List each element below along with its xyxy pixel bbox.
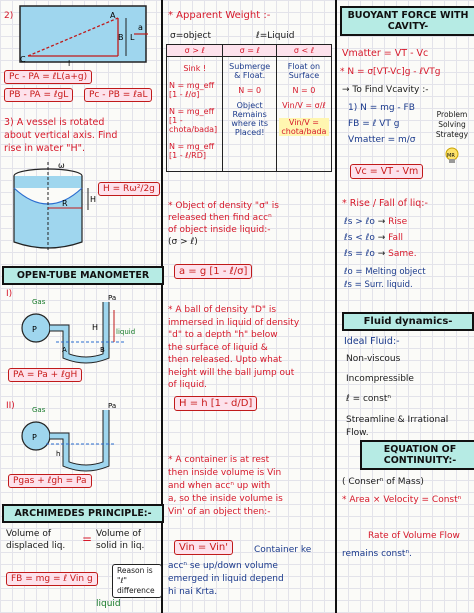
container-tail-lines (168, 560, 332, 599)
remains-label: Object Remains where its Placed! (231, 101, 268, 137)
question-number: 2) (4, 11, 14, 21)
archimedes-text: solid in liq. (96, 541, 145, 551)
ideal-item-text: Streamline & Irrational Flow. (346, 415, 449, 438)
label-a: A (110, 11, 116, 20)
tail-line: emerged in liquid depend (168, 574, 284, 584)
height-h-label: H (92, 323, 99, 332)
reason-note: Reason is "ℓ" difference (112, 564, 162, 598)
rise-lhs: ℓs < ℓo (344, 233, 375, 243)
container-problem (168, 454, 332, 519)
rise-lhs: ℓs = ℓo (344, 249, 375, 259)
problem-line: and when accⁿ up with (168, 481, 271, 491)
problem-line: * Object of density "σ" is (168, 201, 279, 211)
float-label: Float on Surface (287, 62, 321, 80)
submerge-label: Submerge & Float. (229, 62, 271, 80)
buoyant-force-formula: FB = mg = ℓ Vin g (6, 572, 98, 586)
rise-rhs: Fall (388, 233, 404, 243)
mr-label: MR (447, 153, 455, 159)
archimedes-text: Volume of (6, 529, 52, 539)
manometer-one-number: I) (6, 289, 13, 299)
rise-fall-title: * Rise / Fall of liq:- (342, 198, 428, 209)
left-column (0, 0, 160, 613)
pressure-p-label: P (32, 433, 37, 442)
omega-symbol: ω (58, 161, 65, 170)
section-archimedes: ARCHIMEDES PRINCIPLE:- (2, 504, 164, 523)
continuity-equation: * Area × Velocity = Constⁿ (342, 495, 462, 505)
note-line: ℓo = Melting object (344, 267, 426, 277)
table-header-less: σ < ℓ (276, 45, 331, 57)
sink-label: Sink ! (183, 64, 207, 73)
ideal-fluid-title: Ideal Fluid:- (344, 336, 400, 347)
ideal-item (346, 374, 414, 384)
normal-force-cavity: * N = σ[VT-Vc]g - ℓVTg (340, 67, 441, 77)
jump-height-formula: H = h [1 - d/D] (174, 396, 257, 411)
section-continuity: EQUATION OF CONTINUITY:- (360, 440, 474, 470)
note-line: ℓs = Surr. liquid. (344, 280, 413, 290)
equals-sign: = (82, 532, 93, 546)
equation-pb-pa: PB - PA = ℓgL (4, 88, 73, 102)
tail-line: hi nai Krta. (168, 587, 218, 597)
manometer-two-number: II) (6, 401, 15, 411)
label-accel: a (138, 23, 143, 32)
table-header-greater: σ > ℓ (167, 45, 223, 57)
atm-pressure-label: Pa (108, 402, 117, 410)
vmatter-equation: Vmatter = VT - Vc (342, 48, 429, 59)
radius-label: R (62, 199, 68, 208)
rho-definition: ℓ=Liquid (256, 31, 295, 41)
point-a-label: A (62, 346, 67, 354)
section-buoyant-cavity: BUOYANT FORCE WITH CAVITY- (340, 6, 474, 36)
normal-force-formula-3: N = mg_eff [1 - ℓ/RD] (169, 142, 215, 160)
vcavity-formula: Vc = VT - Vm (350, 164, 423, 179)
remains-const-note: remains constⁿ. (342, 549, 412, 559)
atm-pressure-label: Pa (108, 294, 117, 302)
step-line: 1) N = mg - FB (348, 103, 415, 113)
height-h-label: h (56, 450, 61, 458)
label-c: C (20, 55, 26, 64)
rise-row: ℓs = ℓo → Same. (344, 249, 417, 259)
problem-line: height will the ball jump out (168, 367, 295, 378)
rise-notes (344, 266, 426, 292)
step-line: Vmatter = m/σ (348, 135, 416, 145)
problem-line: "d" to a depth "h" below (168, 330, 278, 340)
section-fluid-dynamics: Fluid dynamics- (342, 312, 474, 331)
ideal-item (346, 354, 400, 364)
problem-line: then released. Upto what (168, 355, 282, 365)
rise-row: ℓs < ℓo → Fall (344, 233, 404, 243)
rise-rhs: Rise (388, 217, 408, 227)
accelerating-tank-diagram (18, 4, 150, 68)
apparent-weight-title: * Apparent Weight :- (168, 10, 271, 21)
rise-label: H (90, 195, 97, 204)
archimedes-text: displaced liq. (6, 541, 66, 551)
manometer-one-diagram (16, 292, 146, 364)
problem-line: (σ > ℓ) (168, 237, 198, 247)
manometer-two-equation: Pgas + ℓgh = Pa (8, 474, 92, 488)
ideal-item-text: Incompressible (346, 374, 414, 384)
normal-zero-mid: N = 0 (238, 86, 262, 95)
ideal-item-text: Non-viscous (346, 354, 401, 364)
section-manometer: OPEN-TUBE MANOMETER (2, 266, 164, 285)
archimedes-text: Volume of (96, 529, 142, 539)
equation-pc-pb: Pc - PB = ℓaL (84, 88, 152, 102)
ideal-item (346, 394, 391, 404)
right-column (338, 0, 474, 613)
middle-column (164, 0, 334, 613)
normal-force-formula-2: N = mg_eff [1 - chota/bada] (169, 107, 218, 134)
to-find-cavity: → To Find Vcavity :- (342, 85, 429, 95)
ideal-item (346, 414, 470, 440)
problem-line: * A ball of density "D" is (168, 305, 277, 315)
label-b: B (118, 33, 124, 42)
q3-line: rise in water "H". (4, 143, 86, 154)
sigma-definition: σ=object (170, 31, 211, 41)
point-b-label: B (100, 346, 105, 354)
rise-fall-rows (344, 214, 417, 262)
rotation-height-formula: H = Rω²/2g (98, 182, 160, 196)
column-divider-right (335, 0, 337, 613)
tail-line: accⁿ se up/down volume (168, 561, 278, 571)
q3-line: about vertical axis. Find (4, 130, 118, 141)
question-three (4, 116, 158, 155)
lightbulb-icon (442, 146, 462, 166)
problem-line: immersed in liquid of density (168, 317, 300, 328)
normal-force-formula-1: N = mg_eff [1 - ℓ/σ] (169, 81, 215, 99)
rise-rhs: Same. (388, 249, 417, 259)
cavity-steps (348, 100, 416, 148)
container-tail-text: Container ke (254, 545, 312, 555)
acceleration-formula: a = g [1 - ℓ/σ] (174, 264, 252, 279)
pressure-p-label: P (32, 325, 37, 334)
label-big-l: L (130, 33, 135, 42)
liquid-note: liquid (96, 599, 121, 609)
conservation-note: ( Conserⁿ of Mass) (342, 477, 424, 487)
volume-ratio-chota-bada: Vin/V = chota/bada (279, 118, 329, 136)
gas-label: Gas (32, 406, 46, 414)
strategy-note: Problem Solving Strategy (435, 110, 469, 139)
problem-line: of liquid. (168, 380, 208, 390)
rise-row: ℓs > ℓo → Rise (344, 217, 408, 227)
problem-line: Vin' of an object then:- (168, 507, 271, 517)
liquid-label: liquid (116, 328, 136, 336)
equation-pc-pa: Pc - PA = ℓL(a+g) (4, 70, 92, 84)
problem-line: then inside volume is Vin (168, 468, 282, 478)
volume-ratio-formula: Vin/V = σ/ℓ (282, 101, 326, 110)
ball-density-problem (168, 304, 332, 392)
problem-line: the surface of liquid & (168, 342, 268, 353)
rate-note: Rate of Volume Flow (368, 531, 460, 541)
rise-lhs: ℓs > ℓo (344, 217, 375, 227)
manometer-one-equation: PA = Pa + ℓgH (8, 368, 82, 382)
archimedes-left-text (6, 528, 65, 552)
problem-line: * A container is at rest (168, 455, 270, 465)
apparent-weight-table (166, 44, 332, 172)
problem-line: released then find accⁿ (168, 213, 272, 223)
ideal-item-text: ℓ = constⁿ (346, 394, 391, 404)
normal-zero-right: N = 0 (292, 86, 316, 95)
problem-line: of object inside liquid:- (168, 225, 271, 235)
archimedes-right-text (96, 528, 144, 552)
gas-label: Gas (32, 298, 46, 306)
volume-equal-formula: Vin = Vin' (174, 540, 233, 555)
q3-line: 3) A vessel is rotated (4, 117, 105, 128)
manometer-two-diagram (16, 400, 146, 474)
step-line: FB = ℓ VT g (348, 119, 400, 129)
object-density-problem (168, 200, 332, 248)
problem-line: a, so the inside volume is (168, 494, 283, 504)
label-small-l: l (68, 59, 71, 68)
table-header-equal: σ = ℓ (223, 45, 276, 57)
rotating-vessel-diagram (8, 161, 97, 254)
